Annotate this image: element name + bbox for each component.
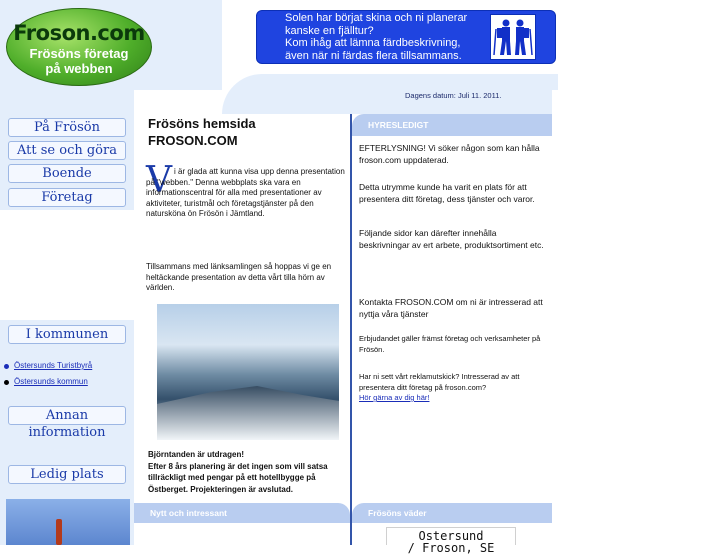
page-title-line: FROSON.COM [148, 133, 238, 148]
hyres-label: HYRESLEDIGT [368, 120, 429, 130]
logo-subtitle-1: Frösöns företag [29, 46, 129, 61]
notice-line: Kom ihåg att lämna färdbeskrivning, [285, 37, 461, 49]
nav-att-se-och-gora[interactable]: Att se och göra [8, 141, 126, 160]
vader-header [352, 503, 552, 523]
kommunen-heading: I kommunen [8, 325, 126, 344]
current-date: Dagens datum: Juli 11. 2011. [405, 91, 502, 100]
right-paragraph-6 [359, 372, 549, 404]
right-margin [552, 90, 727, 545]
right-paragraph-6-text: Har ni sett vårt reklamutskick? Intresserad av att presentera ditt företag på froson.com? [359, 372, 520, 392]
news-body: Efter 8 års planering är det ingen som vill satsa tillräckligt med pengar på ett hotellbygge på Östberget. Projekteringen är avslutad. [148, 461, 328, 494]
hikers-icon [490, 14, 536, 60]
notice-line: även när ni färdas flera tillsammans. [285, 49, 462, 62]
news-title: Björntanden är utdragen! [148, 450, 245, 459]
notice-text [285, 12, 495, 62]
weather-city-2: / Froson, SE [407, 541, 495, 555]
weather-widget[interactable] [386, 527, 516, 555]
logo-title: Froson.com [13, 21, 145, 45]
nav-annan-information[interactable]: Annan information [8, 406, 126, 425]
nytt-label: Nytt och intressant [150, 508, 227, 518]
nav-foretag[interactable]: Företag [8, 188, 126, 207]
notice-line: Solen har börjat skina och ni planerar [285, 12, 468, 24]
right-paragraph-5: Erbjudandet gäller främst företag och verksamheter på Frösön. [359, 334, 541, 354]
right-paragraph-2: Detta utrymme kunde ha varit en plats för att presentera ditt företag, dess tjänster och varor. [359, 182, 535, 204]
nytt-och-intressant-header [134, 503, 350, 523]
nav-ledig-plats[interactable]: Ledig plats [8, 465, 126, 484]
site-logo[interactable] [6, 8, 152, 86]
weather-city: Ostersund [418, 529, 484, 543]
column-divider [350, 114, 352, 545]
right-paragraph-4: Kontakta FROSON.COM om ni är intresserad att nyttja våra tjänster [359, 297, 543, 319]
nav-boende[interactable]: Boende [8, 164, 126, 183]
kommunen-panel [0, 210, 134, 320]
right-column [352, 114, 552, 545]
page-title-line: Frösöns hemsida [148, 116, 256, 131]
link-ostersunds-turistbyra[interactable]: Östersunds Turistbyrå [4, 361, 92, 377]
kommunen-links [4, 361, 92, 393]
logo-subtitle-2: på webben [45, 61, 113, 76]
intro-text-2: Tillsammans med länksamlingen så hoppas vi ge en heltäckande presentation av detta vårt tilla hörn av världen. [146, 262, 332, 292]
photo-hill [157, 380, 339, 440]
vader-label: Frösöns väder [368, 508, 427, 518]
intro-text: i är glada att kunna visa upp denna presentation på "webben." Denna webbplats ska vara en informationscentral för alla med presentationer av aktiviteter, turistmål och företagstjänster på den natursköna ön Frösön i Jämtland. [146, 167, 345, 218]
drop-cap: V [146, 160, 172, 201]
contact-link[interactable]: Hör gärna av dig här! [359, 393, 430, 402]
link-ostersunds-kommun[interactable]: Östersunds kommun [4, 377, 92, 393]
photo-figure [56, 519, 62, 545]
right-paragraph-1: EFTERLYSNING! Vi söker någon som kan hålla froson.com uppdaterad. [359, 143, 540, 165]
hyresledigt-header [352, 114, 552, 136]
right-paragraph-3: Följande sidor kan därefter innehålla beskrivningar av ert arbete, produktsortiment etc. [359, 228, 544, 250]
page-title [148, 115, 256, 149]
sidebar-photo [6, 499, 130, 545]
notice-line: kanske en fjälltur? [285, 24, 374, 37]
header-curve [222, 74, 558, 114]
frosoe-photo [157, 304, 339, 440]
news-item [148, 449, 352, 495]
nav-pa-froson[interactable]: På Frösön [8, 118, 126, 137]
